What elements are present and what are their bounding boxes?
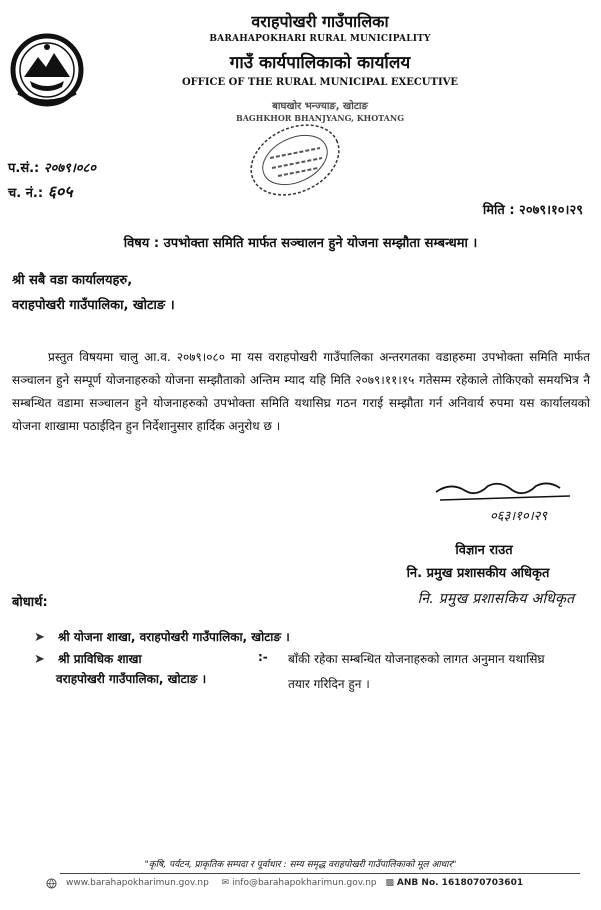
- signatory-name: विज्ञान राउत: [455, 543, 513, 558]
- arrow-icon: ➤: [34, 630, 45, 645]
- cc-item-2: [34, 648, 142, 667]
- cc-item-2-separator: :-: [258, 650, 268, 664]
- footer-motto: "कृषि, पर्यटन, प्राकृतिक सम्पदा र पूर्वाधार : सम्य समृद्ध वराहपोखरी गाउँपालिकाको मूल आधार": [144, 860, 457, 870]
- office-stamp: [240, 118, 350, 198]
- signature-date: ०६३।१०।२९: [490, 509, 548, 524]
- office-name-english: OFFICE OF THE RURAL MUNICIPAL EXECUTIVE: [181, 77, 459, 88]
- footer-contact: [58, 878, 523, 888]
- registration-icon: ▩: [385, 878, 395, 888]
- cc-label: बोधार्थ:: [12, 595, 48, 610]
- footer-anb: ANB No. 1618070703601: [396, 878, 524, 888]
- cn-label: च. नं.:: [8, 186, 44, 201]
- arrow-icon: ➤: [34, 652, 45, 667]
- reference-cn: [8, 180, 73, 202]
- letter-date: मिति : २०७९।१०।२९: [482, 203, 583, 218]
- cc-item-2-note-2: तयार गरिदिन हुन ।: [288, 677, 370, 691]
- letter-body: प्रस्तुत विषयमा चालु आ.व. २०७९।०८० मा यस वराहपोखरी गाउँपालिका अन्तरगतका वडाहरुमा उपभोक्ता समिति मार्फत सञ्चालन हुने सम्पूर्ण योजनाहरुको योजना सम्झौताको अन्तिम म्याद यहि मिति २०७९।११।१५ गतेसम्म रहेकाले तोकिएको समयभित्र नै सम्बन्धित वडामा सञ्चालन हुने योजनाहरुको उपभोक्ता समिति यथासिघ्र गठन गराई सम्झौता गर्न अनिवार्य रुपमा यस कार्यालयको योजना शाखामा पठाईदिन हुन निर्देशानुसार हार्दिक अनुरोध छ ।: [12, 350, 590, 433]
- recipient-line-1: श्री सबै वडा कार्यालयहरु,: [12, 273, 133, 288]
- org-name-english: BARAHAPOKHARI RURAL MUNICIPALITY: [209, 34, 431, 44]
- government-emblem-logo: [10, 33, 84, 107]
- email-icon: ✉: [221, 878, 230, 888]
- address-english: BAGHKHOR BHANJYANG, KHOTANG: [235, 113, 405, 123]
- signatory-designation: नि. प्रमुख प्रशासकीय अधिकृत: [406, 566, 550, 581]
- letter-subject: विषय : उपभोक्ता समिति मार्फत सञ्चालन हुने योजना सम्झौता सम्बन्धमा ।: [123, 236, 478, 251]
- cn-value: ६०५: [47, 182, 73, 201]
- cc-item-2-line-2: वराहपोखरी गाउँपालिका, खोटाङ ।: [56, 672, 207, 686]
- ps-label: प.सं.:: [8, 161, 40, 176]
- footer-email[interactable]: info@barahapokharimun.gov.np: [232, 878, 377, 888]
- cc-item-1: [34, 626, 290, 645]
- cc-item-1-text: श्री योजना शाखा, वराहपोखरी गाउँपालिका, खोटाङ ।: [58, 630, 290, 644]
- recipient-line-2: वराहपोखरी गाउँपालिका, खोटाङ ।: [12, 298, 175, 313]
- org-name-nepali: वराहपोखरी गाउँपालिका: [251, 12, 389, 31]
- footer-website[interactable]: www.barahapokharimun.gov.np: [66, 878, 209, 888]
- address-nepali: बाघखोर भन्ज्याङ, खोटाङ: [272, 101, 368, 112]
- office-name-nepali: गाउँ कार्यपालिकाको कार्यालय: [229, 53, 411, 73]
- reference-ps: [8, 158, 96, 176]
- cc-item-2-note-1: बाँकी रहेका सम्बन्धित योजनाहरुको लागत अनुमान यथासिघ्र: [288, 652, 545, 666]
- cc-item-2-line-1: श्री प्राविधिक शाखा: [58, 652, 142, 666]
- handwritten-signature: [430, 478, 590, 526]
- footer-divider: [60, 873, 580, 874]
- designation-stamp: नि. प्रमुख प्रशासकिय अधिकृत: [417, 591, 575, 607]
- globe-icon: [46, 878, 57, 889]
- ps-value: २०७९।०८०: [43, 161, 97, 176]
